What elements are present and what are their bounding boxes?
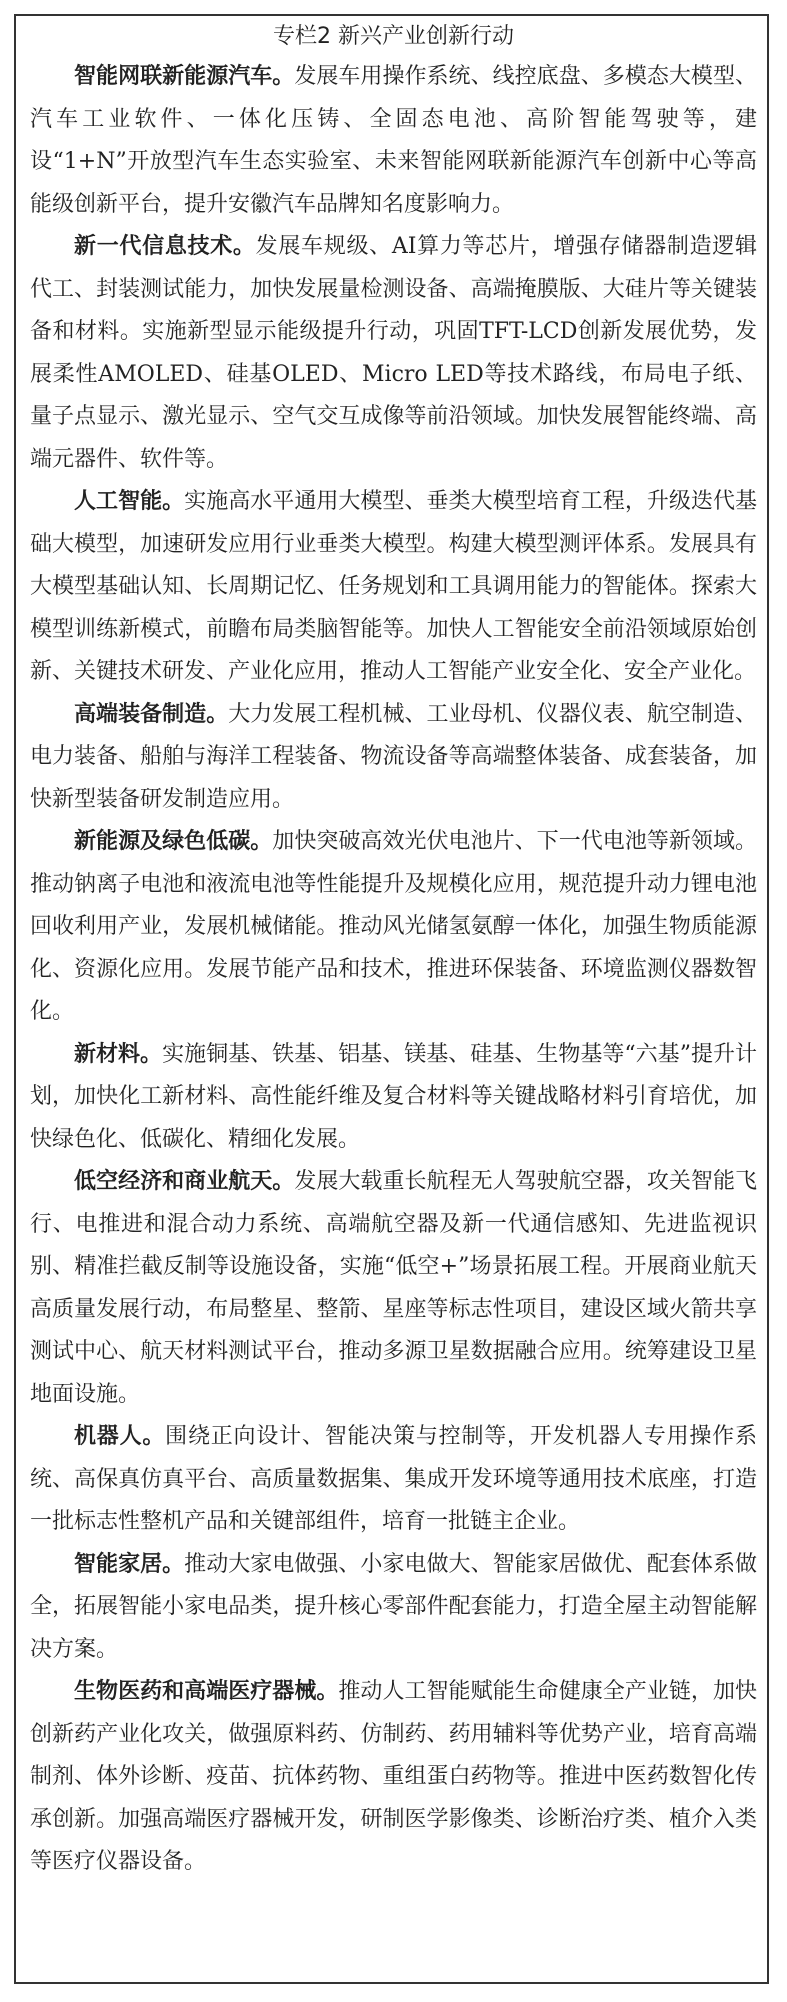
section-auto	[30, 56, 757, 226]
section-heading: 生物医药和高端医疗器械。	[74, 1679, 339, 1704]
section-text: 加快突破高效光伏电池片、下一代电池等新领域。推动钠离子电池和液流电池等性能提升及规模化应用，规范提升动力锂电池回收利用产业，发展机械储能。推动风光储氢氨醇一体化，加强生物质能源化、资源化应用。发展节能产品和技术，推进环保装备、环境监测仪器数智化。	[30, 829, 757, 1024]
section-smart-home	[30, 1544, 757, 1672]
section-text: 实施铜基、铁基、铝基、镁基、硅基、生物基等“六基”提升计划，加快化工新材料、高性能纤维及复合材料等关键战略材料引育培优，加快绿色化、低碳化、精细化发展。	[30, 1041, 757, 1152]
section-heading: 人工智能。	[74, 489, 185, 514]
section-heading: 新能源及绿色低碳。	[74, 829, 273, 854]
section-text: 推动人工智能赋能生命健康全产业链，加快创新药产业化攻关，做强原料药、仿制药、药用辅料等优势产业，培育高端制剂、体外诊断、疫苗、抗体药物、重组蛋白药物等。推进中医药数智化传承创新。加强高端医疗器械开发，研制医学影像类、诊断治疗类、植介入类等医疗仪器设备。	[30, 1679, 757, 1874]
section-biomed	[30, 1671, 757, 1884]
section-heading: 高端装备制造。	[74, 701, 229, 727]
section-heading: 机器人。	[74, 1424, 166, 1449]
section-aerospace	[30, 1161, 757, 1416]
section-energy	[30, 821, 757, 1034]
section-heading: 新一代信息技术。	[74, 234, 256, 259]
section-text: 推动大家电做强、小家电做大、智能家居做优、配套体系做全，拓展智能小家电品类，提升核心零部件配套能力，打造全屋主动智能解决方案。	[30, 1551, 757, 1662]
section-heading: 智能家居。	[74, 1551, 185, 1577]
section-text: 发展车规级、AI算力等芯片，增强存储器制造逻辑代工、封装测试能力，加快发展量检测设备、高端掩膜版、大硅片等关键装备和材料。实施新型显示能级提升行动，巩固TFT-LCD创新发展优势，发展柔性AMOLED、硅基OLED、Micro LED等技术路线，布局电子纸、量子点显示、激光显示、空气交互成像等前沿领域。加快发展智能终端、高端元器件、软件等。	[30, 234, 757, 472]
section-text: 大力发展工程机械、工业母机、仪器仪表、航空制造、电力装备、船舶与海洋工程装备、物流设备等高端整体装备、成套装备，加快新型装备研发制造应用。	[30, 701, 757, 812]
box-title: 专栏2 新兴产业创新行动	[273, 24, 514, 49]
section-heading: 新材料。	[74, 1041, 163, 1067]
section-materials	[30, 1034, 757, 1162]
section-equipment	[30, 694, 757, 822]
section-ai	[30, 481, 757, 694]
feature-box	[14, 14, 769, 1984]
section-heading: 智能网联新能源汽车。	[74, 64, 295, 89]
section-it	[30, 226, 757, 481]
section-text: 发展车用操作系统、线控底盘、多模态大模型、汽车工业软件、一体化压铸、全固态电池、高阶智能驾驶等，建设“1+N”开放型汽车生态实验室、未来智能网联新能源汽车创新中心等高能级创新平台，提升安徽汽车品牌知名度影响力。	[30, 64, 757, 217]
section-robots	[30, 1416, 757, 1544]
section-text: 发展大载重长航程无人驾驶航空器，攻关智能飞行、电推进和混合动力系统、高端航空器及新一代通信感知、先进监视识别、精准拦截反制等设施设备，实施“低空+”场景拓展工程。开展商业航天高质量发展行动，布局整星、整箭、星座等标志性项目，建设区域火箭共享测试中心、航天材料测试平台，推动多源卫星数据融合应用。统筹建设卫星地面设施。	[30, 1169, 757, 1407]
section-text: 围绕正向设计、智能决策与控制等，开发机器人专用操作系统、高保真仿真平台、高质量数据集、集成开发环境等通用技术底座，打造一批标志性整机产品和关键部组件，培育一批链主企业。	[30, 1424, 757, 1534]
section-heading: 低空经济和商业航天。	[74, 1169, 295, 1194]
section-text: 实施高水平通用大模型、垂类大模型培育工程，升级迭代基础大模型，加速研发应用行业垂类大模型。构建大模型测评体系。发展具有大模型基础认知、长周期记忆、任务规划和工具调用能力的智能体。探索大模型训练新模式，前瞻布局类脑智能等。加快人工智能安全前沿领域原始创新、关键技术研发、产业化应用，推动人工智能产业安全化、安全产业化。	[30, 489, 757, 684]
